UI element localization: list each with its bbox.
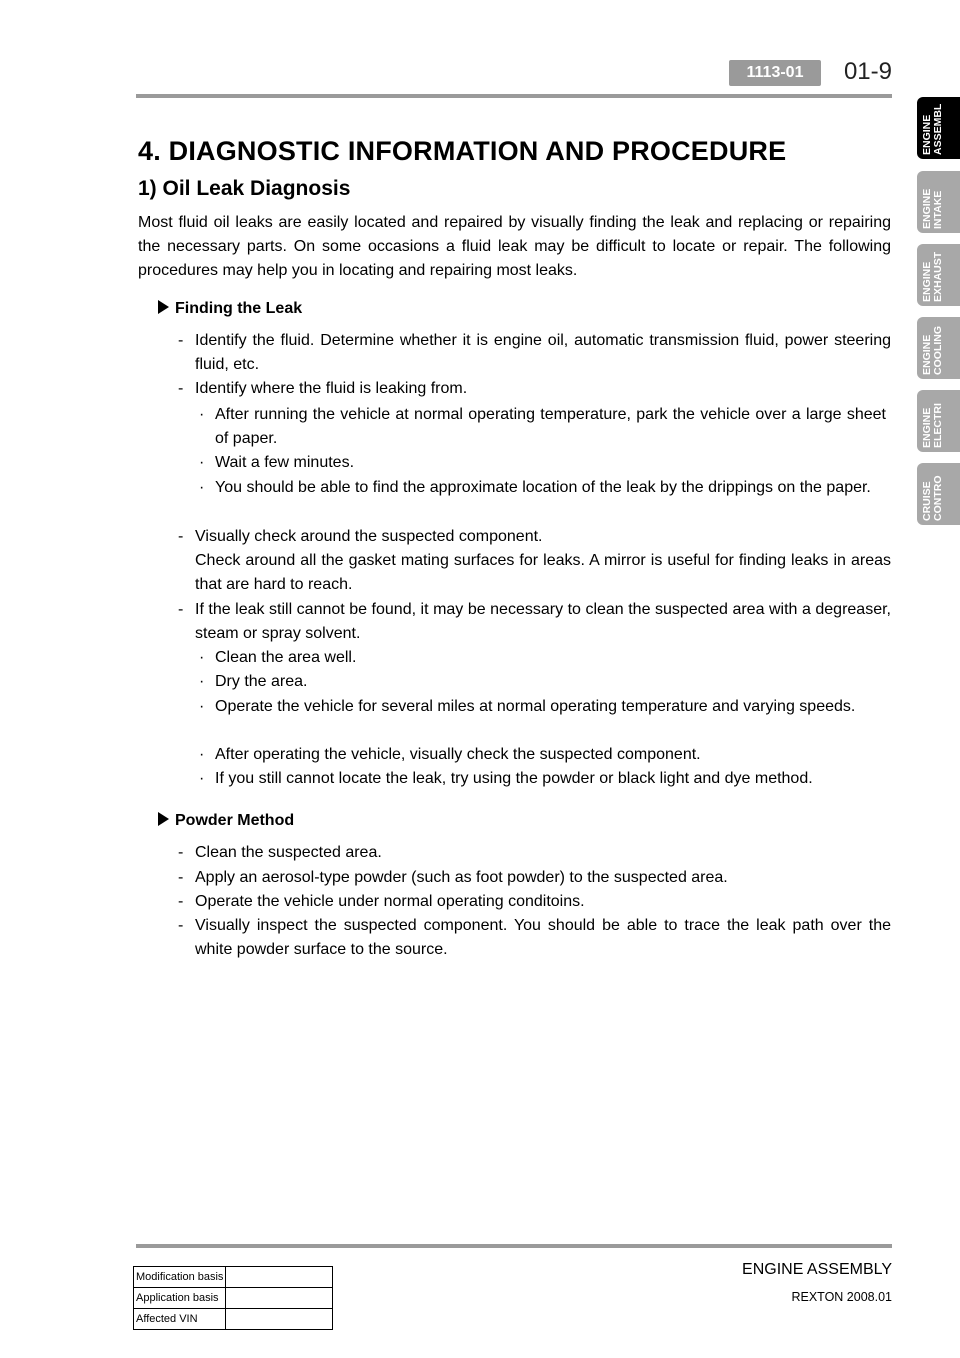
dot-marker: · (199, 673, 205, 690)
header-divider (136, 94, 892, 98)
side-tab-engine-assembly[interactable] (917, 97, 960, 159)
footer-divider (136, 1244, 892, 1248)
triangle-bullet-icon (158, 300, 169, 314)
dash-marker: - (178, 844, 184, 861)
modification-basis-value (226, 1267, 333, 1288)
side-tab-label: ENGINE COOLING (921, 326, 944, 375)
finding-step-3: Visually check around the suspected component. (195, 528, 543, 545)
application-basis-label: Application basis (134, 1288, 226, 1309)
section-code-badge: 1113-01 (729, 60, 821, 86)
side-tab-cruise-control[interactable] (917, 463, 960, 525)
triangle-bullet-icon (158, 812, 169, 826)
table-row (134, 1309, 333, 1330)
powder-method-heading (158, 809, 294, 833)
side-tab-label: ENGINE EXHAUST (921, 251, 944, 302)
powder-method-title: Powder Method (175, 812, 295, 829)
powder-step-3: Operate the vehicle under normal operating conditoins. (195, 893, 585, 910)
powder-step-1: Clean the suspected area. (195, 844, 382, 861)
dash-marker: - (178, 380, 184, 397)
dash-marker: - (178, 893, 184, 910)
side-tab-engine-cooling[interactable] (917, 317, 960, 379)
finding-step-2-bullet-2: Wait a few minutes. (215, 454, 355, 471)
dot-marker: · (199, 770, 205, 787)
section-subtitle: 1) Oil Leak Diagnosis (138, 177, 351, 200)
finding-step-4-bullet-1: Clean the area well. (215, 649, 357, 666)
finding-step-3-note: Check around all the gasket mating surfaces for leaks. A mirror is useful for finding leaks in areas that are hard to reach. (195, 552, 891, 593)
dot-marker: · (199, 454, 205, 471)
table-row (134, 1267, 333, 1288)
page-title: 4. DIAGNOSTIC INFORMATION AND PROCEDURE (138, 136, 787, 166)
finding-step-2-bullet-3: You should be able to find the approximate location of the leak by the drippings on the paper. (215, 479, 871, 496)
side-tab-engine-exhaust[interactable] (917, 244, 960, 306)
finding-step-4-bullet-2: Dry the area. (215, 673, 308, 690)
dash-marker: - (178, 869, 184, 886)
dot-marker: · (199, 479, 205, 496)
page-number: 01-9 (843, 58, 892, 85)
finding-step-4: If the leak still cannot be found, it may be necessary to clean the suspected area with a degreaser, steam or spray solvent. (195, 601, 891, 642)
application-basis-value (226, 1288, 333, 1309)
finding-step-2-bullet-1: After running the vehicle at normal operating temperature, park the vehicle over a large sheet of paper. (215, 406, 886, 447)
table-row (134, 1288, 333, 1309)
finding-leak-heading (158, 297, 302, 321)
finding-step-4-bullet-4: After operating the vehicle, visually check the suspected component. (215, 746, 701, 763)
powder-step-2: Apply an aerosol-type powder (such as foot powder) to the suspected area. (195, 869, 728, 886)
side-tab-label: ENGINE ASSEMBL (921, 103, 944, 155)
side-tab-label: CRUISE CONTRO (921, 475, 944, 521)
dot-marker: · (199, 746, 205, 763)
finding-step-4-bullet-5: If you still cannot locate the leak, try using the powder or black light and dye method. (215, 770, 813, 787)
intro-paragraph: Most fluid oil leaks are easily located and repaired by visually finding the leak and replacing or repairing the necessary parts. On some occasions a fluid leak may be difficult to locate or repair. The following procedures may help you in locating and repairing most leaks. (138, 214, 891, 279)
side-tab-engine-electrical[interactable] (917, 390, 960, 452)
revision-info-table (133, 1266, 333, 1330)
dot-marker: · (199, 406, 205, 423)
dot-marker: · (199, 649, 205, 666)
finding-step-2: Identify where the fluid is leaking from. (195, 380, 468, 397)
dash-marker: - (178, 528, 184, 545)
dash-marker: - (178, 917, 184, 934)
powder-step-4: Visually inspect the suspected component. You should be able to trace the leak path over the white powder surface to the source. (195, 917, 891, 958)
affected-vin-value (226, 1309, 333, 1330)
footer-model-date: REXTON 2008.01 (791, 1290, 892, 1304)
footer-section-title: ENGINE ASSEMBLY (742, 1261, 892, 1278)
affected-vin-label: Affected VIN (134, 1309, 226, 1330)
modification-basis-label: Modification basis (134, 1267, 226, 1288)
side-tab-engine-intake[interactable] (917, 171, 960, 233)
dash-marker: - (178, 601, 184, 618)
side-tab-label: ENGINE ELECTRI (921, 403, 944, 448)
side-tab-label: ENGINE INTAKE (921, 188, 944, 229)
dash-marker: - (178, 332, 184, 349)
finding-step-1: Identify the fluid. Determine whether it is engine oil, automatic transmission fluid, power steering fluid, etc. (195, 332, 891, 373)
finding-step-4-bullet-3: Operate the vehicle for several miles at normal operating temperature and varying speeds. (215, 698, 856, 715)
dot-marker: · (199, 698, 205, 715)
finding-leak-title: Finding the Leak (175, 300, 303, 317)
